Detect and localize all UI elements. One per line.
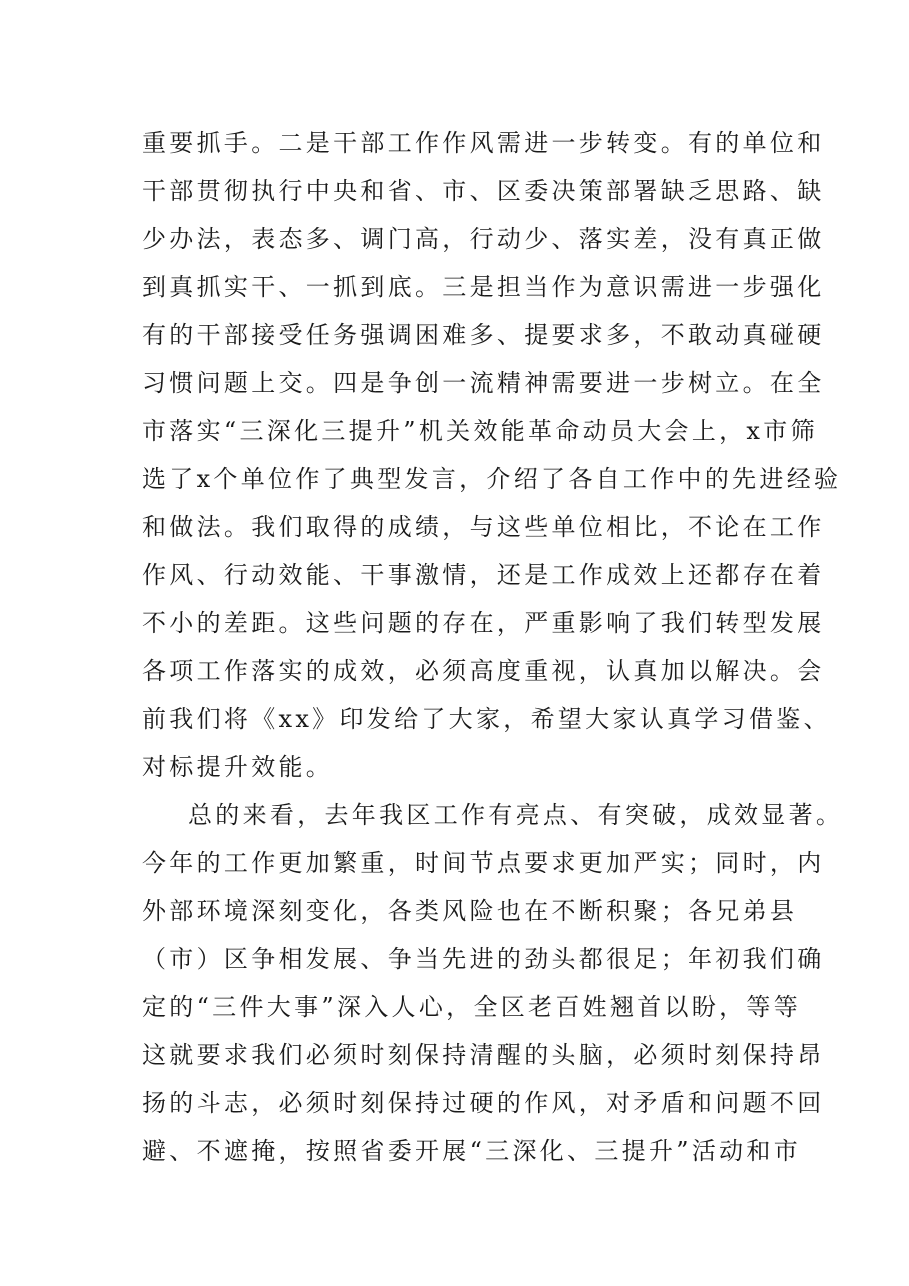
text-line: 少办法，表态多、调门高，行动少、落实差，没有真正做 (142, 225, 825, 253)
text-line: 扬的斗志，必须时刻保持过硬的作风，对矛盾和问题不回 (142, 1089, 825, 1117)
paragraph-first-line: 总的来看，去年我区工作有亮点、有突破，成效显著。 (188, 801, 844, 829)
text-line: 有的干部接受任务强调困难多、提要求多，不敢动真碰硬 (142, 321, 825, 349)
text-line: 对标提升效能。 (142, 753, 334, 781)
text-line: 干部贯彻执行中央和省、市、区委决策部署缺乏思路、缺 (142, 177, 825, 205)
text-line: （市）区争相发展、争当先进的劲头都很足；年初我们确 (142, 945, 825, 973)
text-line: 市落实“三深化三提升”机关效能革命动员大会上，x市筛 (142, 417, 818, 445)
text-line: 重要抓手。二是干部工作作风需进一步转变。有的单位和 (142, 129, 825, 157)
text-line: 前我们将《xx》印发给了大家，希望大家认真学习借鉴、 (142, 705, 831, 733)
text-line: 作风、行动效能、干事激情，还是工作成效上还都存在着 (142, 561, 825, 589)
text-line: 避、不遮掩，按照省委开展“三深化、三提升”活动和市 (142, 1137, 802, 1165)
text-line: 选了x个单位作了典型发言，介绍了各自工作中的先进经验 (142, 465, 842, 493)
text-line: 今年的工作更加繁重，时间节点要求更加严实；同时，内 (142, 849, 825, 877)
text-line: 习惯问题上交。四是争创一流精神需要进一步树立。在全 (142, 369, 825, 397)
text-line: 外部环境深刻变化，各类风险也在不断积聚；各兄弟县 (142, 897, 798, 925)
text-line: 和做法。我们取得的成绩，与这些单位相比，不论在工作 (142, 513, 825, 541)
text-line: 各项工作落实的成效，必须高度重视，认真加以解决。会 (142, 657, 825, 685)
text-line: 不小的差距。这些问题的存在，严重影响了我们转型发展 (142, 609, 825, 637)
text-line: 到真抓实干、一抓到底。三是担当作为意识需进一步强化 (142, 273, 825, 301)
text-line: 定的“三件大事”深入人心，全区老百姓翘首以盼，等等 (142, 993, 802, 1021)
text-line: 这就要求我们必须时刻保持清醒的头脑，必须时刻保持昂 (142, 1041, 825, 1069)
